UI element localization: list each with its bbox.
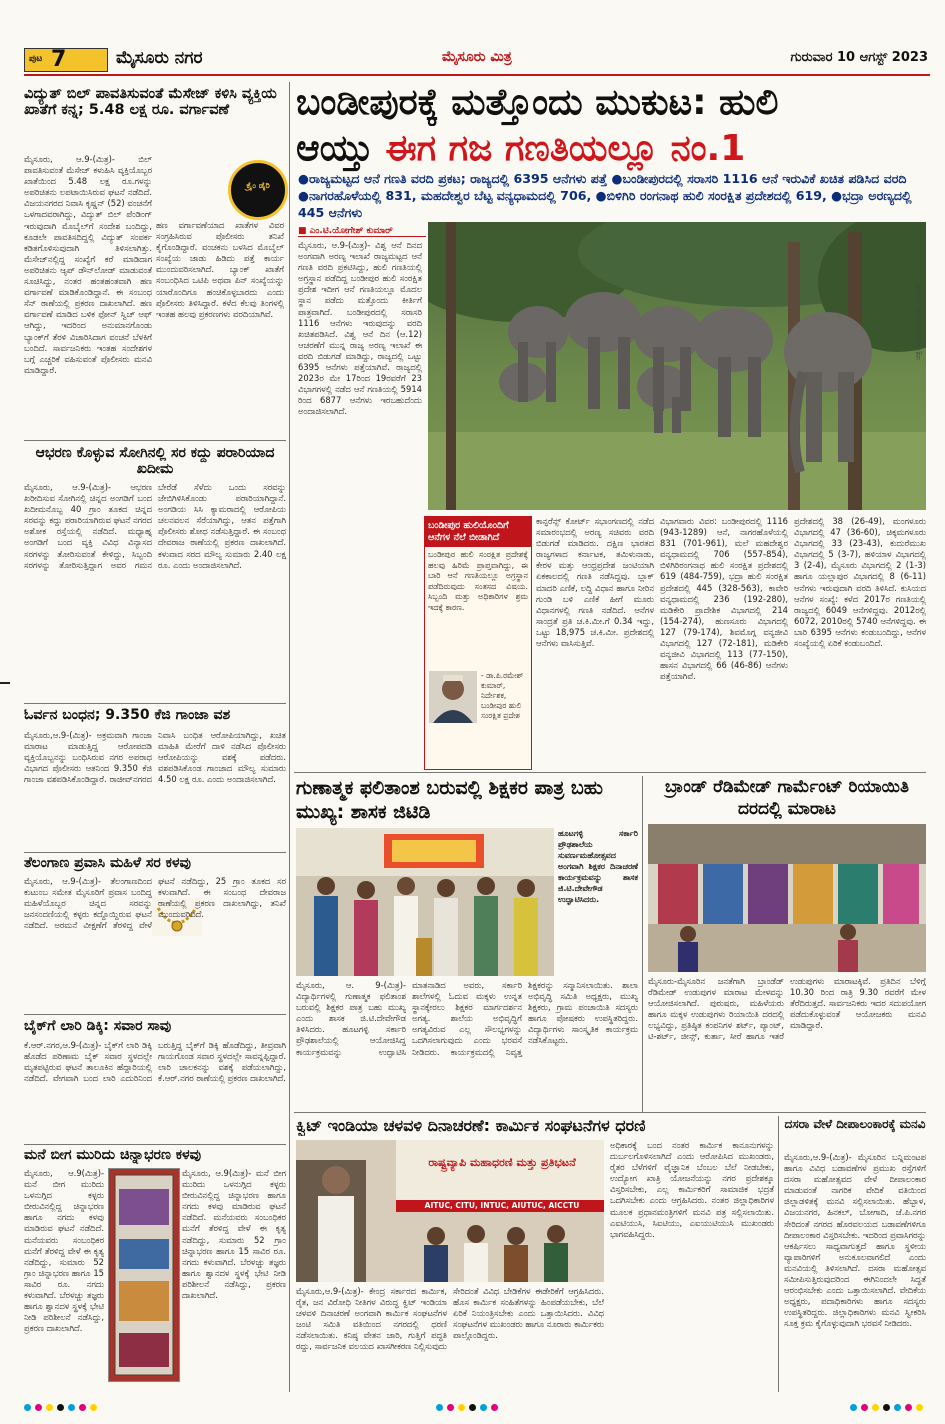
protest-photo [296,1140,604,1282]
inset-text: ಬಂಡೀಪುರ ಹುಲಿ ಸಂರಕ್ಷಿತ ಪ್ರದೇಶಕ್ಕೆ ಹಲವು ಹಿರಿಮೆ ಪ್ರಾಪ್ತವಾಗಿದ್ದು, ಈ ಬಾರಿ ಆನೆ ಗಣತಿಯಲ್ಲೂ ಅಗ್ರಸ್ಥಾನ ಪಡೆದಿರುವುದು ಸಂತಸದ ವಿಷಯ. ಸಿಬ್ಬಂದಿ ಮತ್ತು ಅಧಿಕಾರಿಗಳ ಶ್ರಮ ಇದಕ್ಕೆ ಕಾರಣ. [428,550,528,612]
color-dot [79,1404,86,1411]
mid-bottom-rule [294,1112,926,1113]
paper-name: ಮೈಸೂರು ಮಿತ್ರ [442,49,512,65]
left-s5-body: ಕೆ.ಆರ್.ನಗರ,ಆ.9-(ಮಿತ್ರ)- ಬೈಕ್‌ಗೆ ಲಾರಿ ಡಿಕ್ಕಿ ಹೊಡೆದ ಪರಿಣಾಮ ಬೈಕ್ ಸವಾರ ಸ್ಥಳದಲ್ಲೇ ಮೃತಪಟ್ಟಿರುವ ಘಟನೆ ತಾಲೂಕಿನ ಹೆದ್ದಾರಿಯಲ್ಲಿ ನಡೆದಿದೆ. ವೇಗವಾಗಿ ಬಂದ ಲಾರಿ ಎದುರಿನಿಂದ ಬರುತ್ತಿದ್ದ ಬೈಕ್‌ಗೆ ಡಿಕ್ಕಿ ಹೊಡೆದಿದ್ದು, ತೀವ್ರವಾಗಿ ಗಾಯಗೊಂಡ ಸವಾರ ಸ್ಥಳದಲ್ಲೇ ಸಾವನ್ನಪ್ಪಿದ್ದಾರೆ. ಲಾರಿ ಚಾಲಕನನ್ನು ವಶಕ್ಕೆ ಪಡೆಯಲಾಗಿದ್ದು, ಕೆ.ಆರ್.ನಗರ ಠಾಣೆಯಲ್ಲಿ ಪ್ರಕರಣ ದಾಖಲಾಗಿದೆ. [24,1040,286,1084]
color-dot [861,1404,868,1411]
mid-s1-title: ಗುಣಾತ್ಮಕ ಫಲಿತಾಂಶ ಬರುವಲ್ಲಿ ಶಿಕ್ಷಕರ ಪಾತ್ರ ಬಹು ಮುಖ್ಯ: ಶಾಸಕ ಜಿಟಿಡಿ [296,777,603,823]
left-s2-title: ಆಭರಣ ಕೊಳ್ಳುವ ಸೋಗಿನಲ್ಲಿ ಸರ ಕದ್ದು ಪರಾರಿಯಾದ ಖದೀಮ [35,445,275,477]
left-s2-body: ಮೈಸೂರು, ಆ.9-(ಮಿತ್ರ)- ಆಭರಣ ಖರೀದಿಸುವ ಸೋಗಿನಲ್ಲಿ ಚಿನ್ನದ ಅಂಗಡಿಗೆ ಬಂದ ಖದೀಮನೊಬ್ಬ 40 ಗ್ರಾಂ ತೂಕದ ಚಿನ್ನದ ಸರವನ್ನು ಕದ್ದು ಪರಾರಿಯಾಗಿರುವ ಘಟನೆ ನಗರದ ಅಶೋಕ ರಸ್ತೆಯಲ್ಲಿ ನಡೆದಿದೆ. ಮಧ್ಯಾಹ್ನ ಅಂಗಡಿಗೆ ಬಂದ ವ್ಯಕ್ತಿ ವಿವಿಧ ವಿನ್ಯಾಸದ ಸರಗಳನ್ನು ತೋರಿಸುವಂತೆ ಕೇಳಿದ್ದು, ಸಿಬ್ಬಂದಿ ಸರಗಳನ್ನು ತೋರಿಸುತ್ತಿದ್ದಾಗ ಅವರ ಗಮನ ಬೇರೆಡೆ ಸೆಳೆದು ಒಂದು ಸರವನ್ನು ಜೇಬಿಗಿಳಿಸಿಕೊಂಡು ಪರಾರಿಯಾಗಿದ್ದಾನೆ. ಅಂಗಡಿಯ ಸಿಸಿ ಕ್ಯಾಮರಾದಲ್ಲಿ ಆರೋಪಿಯ ಚಲನವಲನ ಸೆರೆಯಾಗಿದ್ದು, ಆತನ ಪತ್ತೆಗಾಗಿ ಪೊಲೀಸರು ಶೋಧ ನಡೆಸುತ್ತಿದ್ದಾರೆ. ಈ ಸಂಬಂಧ ದೇವರಾಜ ಠಾಣೆಯಲ್ಲಿ ಪ್ರಕರಣ ದಾಖಲಾಗಿದೆ. ಕಳುವಾದ ಸರದ ಮೌಲ್ಯ ಸುಮಾರು 2.40 ಲಕ್ಷ ರೂ. ಎಂದು ಅಂದಾಜಿಸಲಾಗಿದೆ. [24,482,286,570]
footer-color-dots-right [850,1404,923,1411]
left-divider-3 [24,852,286,853]
masthead [24,44,930,76]
mid-s2-title: ಬ್ರಾಂಡ್ ರೆಡಿಮೇಡ್ ಗಾರ್ಮೆಂಟ್ ರಿಯಾಯಿತಿ ದರದಲ್ಲಿ ಮಾರಾಟ [665,777,909,819]
right-s1-title: ದಸರಾ ವೇಳೆ ದೀಪಾಲಂಕಾರಕ್ಕೆ ಮನವಿ [784,1117,926,1131]
footer-color-dots-mid [436,1404,498,1411]
color-dot [491,1404,498,1411]
lead-headline-line2 [296,126,926,172]
color-dot [480,1404,487,1411]
right-s1-body: ಮೈಸೂರು,ಆ.9-(ಮಿತ್ರ)- ಮೈಸೂರಿನ ಬನ್ನಿಮಂಟಪ ಹಾಗೂ ವಿವಿಧ ಬಡಾವಣೆಗಳ ಪ್ರಮುಖ ರಸ್ತೆಗಳಿಗೆ ದಸರಾ ಮಹೋತ್ಸವದ ವೇಳೆ ದೀಪಾಲಂಕಾರ ಮಾಡುವಂತೆ ನಾಗರಿಕ ವೇದಿಕೆ ವತಿಯಿಂದ ಜಿಲ್ಲಾಡಳಿತಕ್ಕೆ ಮನವಿ ಸಲ್ಲಿಸಲಾಯಿತು. ಹೆಬ್ಬಾಳ, ವಿಜಯನಗರ, ಹಿನಕಲ್, ಬೋಗಾದಿ, ಜೆ.ಪಿ.ನಗರ ಸೇರಿದಂತೆ ನಗರದ ಹೊರವಲಯದ ಬಡಾವಣೆಗಳಿಗೂ ದೀಪಾಲಂಕಾರ ವಿಸ್ತರಿಸಬೇಕು. ಇದರಿಂದ ಪ್ರವಾಸಿಗರನ್ನು ಆಕರ್ಷಿಸಲು ಸಾಧ್ಯವಾಗುತ್ತದೆ ಹಾಗೂ ಸ್ಥಳೀಯ ವ್ಯಾಪಾರಿಗಳಿಗೆ ಅನುಕೂಲವಾಗಲಿದೆ ಎಂದು ಮನವಿಯಲ್ಲಿ ತಿಳಿಸಲಾಗಿದೆ. ದಸರಾ ಮಹೋತ್ಸವ ಸಮೀಪಿಸುತ್ತಿರುವುದರಿಂದ ಈಗಿನಿಂದಲೇ ಸಿದ್ಧತೆ ಆರಂಭಿಸಬೇಕು ಎಂದು ಒತ್ತಾಯಿಸಲಾಗಿದೆ. ವೇದಿಕೆಯ ಅಧ್ಯಕ್ಷರು, ಪದಾಧಿಕಾರಿಗಳು ಹಾಗೂ ಸದಸ್ಯರು ಉಪಸ್ಥಿತರಿದ್ದರು. ಜಿಲ್ಲಾಧಿಕಾರಿಗಳು ಮನವಿ ಸ್ವೀಕರಿಸಿ ಸೂಕ್ತ ಕ್ರಮ ಕೈಗೊಳ್ಳುವುದಾಗಿ ಭರವಸೆ ನೀಡಿದರು. [784,1152,926,1329]
lead-body-1: ಮೈಸೂರು, ಆ.9-(ಮಿತ್ರ)- ವಿಶ್ವ ಆನೆ ದಿನದ ಅಂಗವಾಗಿ ಅರಣ್ಯ ಇಲಾಖೆ ರಾಜ್ಯಮಟ್ಟದ ಆನೆ ಗಣತಿ ವರದಿ ಪ್ರಕಟಿಸಿದ್ದು, ಹುಲಿ ಗಣತಿಯಲ್ಲಿ ಅಗ್ರಸ್ಥಾನ ಪಡೆದಿದ್ದ ಬಂಡೀಪುರ ಹುಲಿ ಸಂರಕ್ಷಿತ ಪ್ರದೇಶ ಇದೀಗ ಆನೆ ಗಣತಿಯಲ್ಲೂ ಮೊದಲ ಸ್ಥಾನ ಪಡೆದು ಮತ್ತೊಂದು ಕೀರ್ತಿಗೆ ಪಾತ್ರವಾಗಿದೆ. ಬಂಡೀಪುರದಲ್ಲಿ ಸರಾಸರಿ 1116 ಆನೆಗಳು ಇರುವುದನ್ನು ವರದಿ ಖಚಿತಪಡಿಸಿದೆ. ವಿಶ್ವ ಆನೆ ದಿನ (ಆ.12) ಆಚರಣೆಗೆ ಮುನ್ನ ರಾಜ್ಯ ಅರಣ್ಯ ಇಲಾಖೆ ಈ ವರದಿ ಬಿಡುಗಡೆ ಮಾಡಿದ್ದು, ರಾಜ್ಯದಲ್ಲಿ ಒಟ್ಟು 6395 ಆನೆಗಳು ಪತ್ತೆಯಾಗಿವೆ. ರಾಜ್ಯದಲ್ಲಿ 2023ರ ಮೇ 17ರಿಂದ 19ರವರೆಗೆ 23 ವಿಭಾಗಗಳಲ್ಲಿ ನಡೆದ ಆನೆ ಗಣತಿಯಲ್ಲಿ 5914 ರಿಂದ 6877 ಆನೆಗಳು ಇರಬಹುದೆಂದು ಅಂದಾಜಿಸಲಾಗಿದೆ. [298,240,422,417]
page-number-box [24,48,108,72]
mid-s1-caption: ಹೂಟಗಳ್ಳಿ ಸರ್ಕಾರಿ ಪ್ರೌಢಶಾಲೆಯ ಸುವರ್ಣಮಹೋತ್ಸವದ ಅಂಗವಾಗಿ ಶಿಕ್ಷಕರ ದಿನಾಚರಣೆ ಕಾರ್ಯಕ್ರಮವನ್ನು ಶಾಸಕ ಜಿ.ಟಿ.ದೇವೇಗೌಡ ಉದ್ಘಾಟಿಸಿದರು. [558,829,638,904]
left-divider-2 [24,703,286,704]
lead-headline-line1: ಬಂಡೀಪುರಕ್ಕೆ ಮತ್ತೊಂದು ಮುಕುಟ: ಹುಲಿ [296,82,779,123]
lead-bottom-rule [294,772,926,773]
color-dot [46,1404,53,1411]
event-photo-image [296,828,554,976]
color-dot [872,1404,879,1411]
section-title: ಮೈಸೂರು ನಗರ [116,48,203,68]
lead-body-2: ಕಾನ್ಫರೆನ್ಸ್ ಕೋರ್ಟ್ ಸಭಾಂಗಣದಲ್ಲಿ ನಡೆದ ಸಮಾರಂಭದಲ್ಲಿ ಅರಣ್ಯ ಸಚಿವರು ವರದಿ ಬಿಡುಗಡೆ ಮಾಡಿದರು. ದಕ್ಷಿಣ ಭಾರತದ ರಾಜ್ಯಗಳಾದ ಕರ್ನಾಟಕ, ತಮಿಳುನಾಡು, ಕೇರಳ ಮತ್ತು ಆಂಧ್ರಪ್ರದೇಶ ಜಂಟಿಯಾಗಿ ಏಕಕಾಲದಲ್ಲಿ ಗಣತಿ ನಡೆಸಿದ್ದವು. ಬ್ಲಾಕ್ ಮಾದರಿ ಎಣಿಕೆ, ಲದ್ದಿ ವಿಧಾನ ಹಾಗೂ ನೀರಿನ ಗುಂಡಿ ಬಳಿ ಎಣಿಕೆ ಹೀಗೆ ಮೂರು ವಿಧಾನಗಳಲ್ಲಿ ಗಣತಿ ನಡೆದಿದೆ. ಆನೆಗಳ ಸಾಂದ್ರತೆ ಪ್ರತಿ ಚ.ಕಿ.ಮೀ.ಗೆ 0.34 ಇದ್ದು, ಒಟ್ಟು 18,975 ಚ.ಕಿ.ಮೀ. ಪ್ರದೇಶದಲ್ಲಿ ಆನೆಗಳು ವಾಸಿಸುತ್ತಿವೆ. [536,516,654,649]
left-s1-body: ಮೈಸೂರು, ಆ.9-(ಮಿತ್ರ)- ಬಿಲ್ ಪಾವತಿಸುವಂತೆ ಮೆಸೇಜ್ ಕಳುಹಿಸಿ ವ್ಯಕ್ತಿಯೊಬ್ಬರ ಖಾತೆಯಿಂದ 5.48 ಲಕ್ಷ ರೂ.ಗಳನ್ನು ಅಪರಿಚಿತನು ಲಪಟಾಯಿಸಿರುವ ಘಟನೆ ನಡೆದಿದೆ. ವಿಜಯನಗರದ ನಿವಾಸಿ ಕೃಷ್ಣನ್ (52) ವಂಚನೆಗೆ ಒಳಗಾದವರಾಗಿದ್ದು, ವಿದ್ಯುತ್ ಬಿಲ್ ಪೆಂಡಿಂಗ್ ಇರುವುದಾಗಿ ಮೊಬೈಲ್‌ಗೆ ಸಂದೇಶ ಬಂದಿದ್ದು, ಕೂಡಲೇ ಪಾವತಿಸದಿದ್ದಲ್ಲಿ ವಿದ್ಯುತ್ ಸಂಪರ್ಕ ಕಡಿತಗೊಳಿಸುವುದಾಗಿ ತಿಳಿಸಲಾಗಿತ್ತು. ಮೆಸೇಜ್‌ನಲ್ಲಿದ್ದ ಸಂಖ್ಯೆಗೆ ಕರೆ ಮಾಡಿದಾಗ ಅಪರಿಚಿತನು ಆ್ಯಪ್ ಡೌನ್‌ಲೋಡ್ ಮಾಡುವಂತೆ ಸೂಚಿಸಿದ್ದು, ನಂತರ ಹಂತಹಂತವಾಗಿ ಹಣ ವರ್ಗಾವಣೆ ಮಾಡಿಕೊಂಡಿದ್ದಾನೆ. ಈ ಸಂಬಂಧ ಸೆನ್ ಠಾಣೆಯಲ್ಲಿ ಪ್ರಕರಣ ದಾಖಲಾಗಿದೆ. ಹಣ ವರ್ಗಾವಣೆ ಮಾಡಿದ ಬಳಿಕ ಫೋನ್ ಸ್ವಿಚ್ ಆಫ್ ಆಗಿದ್ದು, ಇದರಿಂದ ಅನುಮಾನಗೊಂಡು ಬ್ಯಾಂಕ್‌ಗೆ ತೆರಳಿ ವಿಚಾರಿಸಿದಾಗ ವಂಚನೆ ಬೆಳಕಿಗೆ ಬಂದಿದೆ. ಸಾರ್ವಜನಿಕರು ಇಂತಹ ಸಂದೇಶಗಳ ಬಗ್ಗೆ ಎಚ್ಚರಿಕೆ ವಹಿಸುವಂತೆ ಪೊಲೀಸರು ಮನವಿ ಮಾಡಿದ್ದಾರೆ. [24,154,152,375]
left-divider-4 [24,1014,286,1015]
left-s6-title: ಮನೆ ಬೀಗ ಮುರಿದು ಚಿನ್ನಾಭರಣ ಕಳವು [24,1147,202,1163]
left-s4-body: ಮೈಸೂರು, ಆ.9-(ಮಿತ್ರ)- ತೆಲಂಗಾಣದಿಂದ ಕುಟುಂಬ ಸಮೇತ ಮೈಸೂರಿಗೆ ಪ್ರವಾಸ ಬಂದಿದ್ದ ಮಹಿಳೆಯೊಬ್ಬರ ಚಿನ್ನದ ಸರವನ್ನು ಜನಸಂದಣಿಯಲ್ಲಿ ಕಳ್ಳರು ಕದ್ದೊಯ್ದಿರುವ ಘಟನೆ ನಡೆದಿದೆ. ಅರಮನೆ ವೀಕ್ಷಣೆಗೆ ತೆರಳಿದ್ದ ವೇಳೆ ಘಟನೆ ನಡೆದಿದ್ದು, 25 ಗ್ರಾಂ ತೂಕದ ಸರ ಕಳುವಾಗಿದೆ. ಈ ಸಂಬಂಧ ದೇವರಾಜ ಠಾಣೆಯಲ್ಲಿ ಪ್ರಕರಣ ದಾಖಲಾಗಿದ್ದು, ತನಿಖೆ ಮುಂದುವರಿದಿದೆ. [24,876,286,931]
color-dot [436,1404,443,1411]
lead-inset-box [424,516,532,770]
cupboard-photo-icon [109,1169,179,1381]
teachers-day-photo [296,828,554,976]
inset-portrait [429,671,477,723]
color-dot [458,1404,465,1411]
color-dot [24,1404,31,1411]
photo-credit: ಚಿತ್ರ: ಎಂ.ಟಿ.ಯೋಗೇಶ್ ಕುಮಾರ್ [914,283,922,360]
lead-headline-black: ಆಯ್ತು [296,128,373,169]
color-dot [883,1404,890,1411]
left-s6-body-continued: ಮೈಸೂರು, ಆ.9(ಮಿತ್ರ)- ಮನೆ ಬೀಗ ಮುರಿದು ಒಳನುಗ್ಗಿದ ಕಳ್ಳರು ಬೀರುವಿನಲ್ಲಿದ್ದ ಚಿನ್ನಾಭರಣ ಹಾಗೂ ನಗದು ಕಳವು ಮಾಡಿರುವ ಘಟನೆ ನಡೆದಿದೆ. ಮನೆಯವರು ಸಂಬಂಧಿಕರ ಮನೆಗೆ ತೆರಳಿದ್ದ ವೇಳೆ ಈ ಕೃತ್ಯ ನಡೆದಿದ್ದು, ಸುಮಾರು 52 ಗ್ರಾಂ ಚಿನ್ನಾಭರಣ ಹಾಗೂ 15 ಸಾವಿರ ರೂ. ನಗದು ಕಳುವಾಗಿದೆ. ಬೆರಳಚ್ಚು ತಜ್ಞರು ಹಾಗೂ ಶ್ವಾನದಳ ಸ್ಥಳಕ್ಕೆ ಭೇಟಿ ನೀಡಿ ಪರಿಶೀಲನೆ ನಡೆಸಿದ್ದು, ಪ್ರಕರಣ ದಾಖಲಾಗಿದೆ. [182,1168,286,1301]
crime-diary-label: ಕ್ರೈಂ ಡೈರಿ [246,181,270,190]
left-s1-title: ವಿದ್ಯುತ್ ಬಿಲ್ ಪಾವತಿಸುವಂತೆ ಮೆಸೇಜ್ ಕಳಿಸಿ ವ್ಯಕ್ತಿಯ ಖಾತೆಗೆ ಕನ್ನ; 5.48 ಲಕ್ಷ ರೂ. ವರ್ಗಾವಣೆ [24,86,277,119]
elephant-herd-photo [428,222,926,510]
protest-banner-text: ರಾಷ್ಟ್ರವ್ಯಾಪಿ ಮಹಾಧರಣಿ ಮತ್ತು ಪ್ರತಿಭಟನೆ [428,1156,576,1169]
inset-title: ಬಂಡೀಪುರ ಹುಲಿಯೊಂದಿಗೆ ಆನೆಗಳ ನೆಲೆ ಬೀಡಾಗಿದೆ [425,517,531,547]
left-s3-title: ಓರ್ವನ ಬಂಧನ; 9.350 ಕೆಜಿ ಗಾಂಜಾ ವಶ [24,707,231,723]
garment-photo-image [648,824,926,972]
protest-banner-unions: AITUC, CITU, INTUC, AIUTUC, AICCTU [424,1201,580,1210]
left-s5-title: ಬೈಕ್‌ಗೆ ಲಾರಿ ಡಿಕ್ಕಿ: ಸವಾರ ಸಾವು [24,1018,172,1034]
mid-s3-body: ಮೈಸೂರು,ಆ.9-(ಮಿತ್ರ)- ಕೇಂದ್ರ ಸರ್ಕಾರದ ಕಾರ್ಮಿಕ, ರೈತ, ಜನ ವಿರೋಧಿ ನೀತಿಗಳ ವಿರುದ್ಧ ಕ್ವಿಟ್ ಇಂಡಿಯಾ ಚಳವಳಿ ದಿನಾಚರಣೆ ಅಂಗವಾಗಿ ಕಾರ್ಮಿಕ ಸಂಘಟನೆಗಳ ಜಂಟಿ ಸಮಿತಿ ವತಿಯಿಂದ ನಗರದಲ್ಲಿ ಧರಣಿ ನಡೆಸಲಾಯಿತು. ಕನಿಷ್ಠ ವೇತನ ಜಾರಿ, ಗುತ್ತಿಗೆ ಪದ್ಧತಿ ರದ್ದು, ಸಾರ್ವಜನಿಕ ವಲಯದ ಖಾಸಗೀಕರಣ ನಿಲ್ಲಿಸುವುದು ಸೇರಿದಂತೆ ವಿವಿಧ ಬೇಡಿಕೆಗಳ ಈಡೇರಿಕೆಗೆ ಆಗ್ರಹಿಸಿದರು. ಹೊಸ ಕಾರ್ಮಿಕ ಸಂಹಿತೆಗಳನ್ನು ಹಿಂಪಡೆಯಬೇಕು, ಬೆಲೆ ಏರಿಕೆ ನಿಯಂತ್ರಿಸಬೇಕು ಎಂದು ಒತ್ತಾಯಿಸಿದರು. ವಿವಿಧ ಸಂಘಟನೆಗಳ ಮುಖಂಡರು ಹಾಗೂ ನೂರಾರು ಕಾರ್ಮಿಕರು ಪಾಲ್ಗೊಂಡಿದ್ದರು. [296,1286,604,1352]
broken-cupboard-photo [108,1168,180,1382]
color-dot [35,1404,42,1411]
left-s6-body: ಮೈಸೂರು, ಆ.9(ಮಿತ್ರ)- ಮನೆ ಬೀಗ ಮುರಿದು ಒಳನುಗ್ಗಿದ ಕಳ್ಳರು ಬೀರುವಿನಲ್ಲಿದ್ದ ಚಿನ್ನಾಭರಣ ಹಾಗೂ ನಗದು ಕಳವು ಮಾಡಿರುವ ಘಟನೆ ನಡೆದಿದೆ. ಮನೆಯವರು ಸಂಬಂಧಿಕರ ಮನೆಗೆ ತೆರಳಿದ್ದ ವೇಳೆ ಈ ಕೃತ್ಯ ನಡೆದಿದ್ದು, ಸುಮಾರು 52 ಗ್ರಾಂ ಚಿನ್ನಾಭರಣ ಹಾಗೂ 15 ಸಾವಿರ ರೂ. ನಗದು ಕಳುವಾಗಿದೆ. ಬೆರಳಚ್ಚು ತಜ್ಞರು ಹಾಗೂ ಶ್ವಾನದಳ ಸ್ಥಳಕ್ಕೆ ಭೇಟಿ ನೀಡಿ ಪರಿಶೀಲನೆ ನಡೆಸಿದ್ದು, ಪ್ರಕರಣ ದಾಖಲಾಗಿದೆ. [24,1168,104,1334]
color-dot [68,1404,75,1411]
mid-s3-title: ಕ್ವಿಟ್ ಇಂಡಿಯಾ ಚಳವಳಿ ದಿನಾಚರಣೆ: ಕಾರ್ಮಿಕ ಸಂಘಟನೆಗಳ ಧರಣಿ [296,1116,646,1135]
lead-headline-red: ಈಗ ಗಜ ಗಣತಿಯಲ್ಲೂ ನಂ.1 [385,128,746,169]
garment-sale-photo [648,824,926,972]
left-s3-body: ಮೈಸೂರು,ಆ.9-(ಮಿತ್ರ)- ಅಕ್ರಮವಾಗಿ ಗಾಂಜಾ ಮಾರಾಟ ಮಾಡುತ್ತಿದ್ದ ಆರೋಪದಡಿ ವ್ಯಕ್ತಿಯೊಬ್ಬನನ್ನು ಬಂಧಿಸಿರುವ ನಗರ ಅಪರಾಧ ವಿಭಾಗದ ಪೊಲೀಸರು ಆತನಿಂದ 9.350 ಕೆಜಿ ಗಾಂಜಾ ವಶಪಡಿಸಿಕೊಂಡಿದ್ದಾರೆ. ರಾಜೀವ್‌ನಗರದ ನಿವಾಸಿ ಬಂಧಿತ ಆರೋಪಿಯಾಗಿದ್ದು, ಖಚಿತ ಮಾಹಿತಿ ಮೇರೆಗೆ ದಾಳಿ ನಡೆಸಿದ ಪೊಲೀಸರು ಆರೋಪಿಯನ್ನು ವಶಕ್ಕೆ ಪಡೆದರು. ವಶಪಡಿಸಿಕೊಂಡ ಗಾಂಜಾದ ಮೌಲ್ಯ ಸುಮಾರು 4.50 ಲಕ್ಷ ರೂ. ಎಂದು ಅಂದಾಜಿಸಲಾಗಿದೆ. [24,730,286,785]
lead-subhead: ●ರಾಜ್ಯಮಟ್ಟದ ಆನೆ ಗಣತಿ ವರದಿ ಪ್ರಕಟ; ರಾಜ್ಯದಲ್ಲಿ 6395 ಆನೆಗಳು ಪತ್ತೆ ●ಬಂಡೀಪುರದಲ್ಲಿ ಸರಾಸರಿ 1116 ಆನೆ ಇರುವಿಕೆ ಖಚಿತ ಪಡಿಸಿದ ವರದಿ ●ನಾಗರಹೊಳೆಯಲ್ಲಿ 831, ಮಹದೇಶ್ವರ ಬೆಟ್ಟ ವನ್ಯಧಾಮದಲ್ಲಿ 706, ●ಬಿಳಿಗಿರಿ ರಂಗನಾಥ ಹುಲಿ ಸಂರಕ್ಷಿತ ಪ್ರದೇಶದಲ್ಲಿ 619, ●ಭದ್ರಾ ಅರಣ್ಯದಲ್ಲಿ 445 ಆನೆಗಳು [298,171,912,220]
elephant-herd-image [428,222,926,510]
footer-color-dots-left [24,1404,97,1411]
lead-body-3: ವಿಭಾಗವಾರು ವಿವರ: ಬಂಡೀಪುರದಲ್ಲಿ 1116 (943-1289) ಆನೆ, ನಾಗರಹೊಳೆಯಲ್ಲಿ 831 (701-961), ಮಲೆ ಮಹದೇಶ್ವರ ವನ್ಯಧಾಮದಲ್ಲಿ 706 (557-854), ಬಿಳಿಗಿರಿರಂಗನಾಥ ಹುಲಿ ಸಂರಕ್ಷಿತ ಪ್ರದೇಶದಲ್ಲಿ 619 (484-759), ಭದ್ರಾ ಹುಲಿ ಸಂರಕ್ಷಿತ ಪ್ರದೇಶದಲ್ಲಿ 445 (328-563), ಕಾವೇರಿ ವನ್ಯಧಾಮದಲ್ಲಿ 236 (192-280), ಮಡಿಕೇರಿ ಪ್ರಾದೇಶಿಕ ವಿಭಾಗದಲ್ಲಿ 214 (154-274), ಹುಣಸೂರು ವಿಭಾಗದಲ್ಲಿ 127 (79-174), ಶಿವಮೊಗ್ಗ ವನ್ಯಜೀವಿ ವಿಭಾಗದಲ್ಲಿ 127 (72-181), ಮಡಿಕೇರಿ ವನ್ಯಜೀವಿ ವಿಭಾಗದಲ್ಲಿ 113 (77-150), ಹಾಸನ ವಿಭಾಗದಲ್ಲಿ 66 (46-86) ಆನೆಗಳು ಪತ್ತೆಯಾಗಿವೆ. [660,516,788,682]
page-label: ಪುಟ [29,54,43,64]
column-rule [289,82,290,1392]
page-number: 7 [51,47,67,72]
issue-date: ಗುರುವಾರ 10 ಆಗಸ್ಟ್ 2023 [790,50,928,65]
left-s4-title: ತೆಲಂಗಾಣ ಪ್ರವಾಸಿ ಮಹಿಳೆ ಸರ ಕಳವು [24,855,191,871]
color-dot [894,1404,901,1411]
inset-quote-by: - ಡಾ.ಪಿ.ರಮೇಶ್ ಕುಮಾರ್, ನಿರ್ದೇಶಕ, ಬಂಡೀಪುರ ಹುಲಿ ಸಂರಕ್ಷಿತ ಪ್ರದೇಶ [481,671,524,720]
mid-s2-body: ಮೈಸೂರು-ಮೈಸೂರಿನ ಜನತೆಗಾಗಿ ಬ್ರಾಂಡೆಡ್ ರೆಡಿಮೇಡ್ ಉಡುಪುಗಳ ಮಾರಾಟ ಮೇಳವನ್ನು ಆಯೋಜಿಸಲಾಗಿದೆ. ಪುರುಷರು, ಮಹಿಳೆಯರು ಹಾಗೂ ಮಕ್ಕಳ ಉಡುಪುಗಳು ರಿಯಾಯಿತಿ ದರದಲ್ಲಿ ಲಭ್ಯವಿದ್ದು, ಪ್ರತಿಷ್ಠಿತ ಕಂಪನಿಗಳ ಶರ್ಟ್, ಪ್ಯಾಂಟ್, ಟಿ-ಶರ್ಟ್, ಜೀನ್ಸ್, ಕುರ್ತಾ, ಸೀರೆ ಹಾಗೂ ಇತರೆ ಉಡುಪುಗಳು ಮಾರಾಟಕ್ಕಿವೆ. ಪ್ರತಿದಿನ ಬೆಳಿಗ್ಗೆ 10.30 ರಿಂದ ರಾತ್ರಿ 9.30 ರವರೆಗೆ ಮೇಳ ತೆರೆದಿರುತ್ತದೆ. ಸಾರ್ವಜನಿಕರು ಇದರ ಸದುಪಯೋಗ ಪಡೆದುಕೊಳ್ಳುವಂತೆ ಆಯೋಜಕರು ಮನವಿ ಮಾಡಿದ್ದಾರೆ. [648,976,926,1042]
left-s6-body-2 [182,1168,286,1386]
left-s1-body-2: ಹಣ ವರ್ಗಾವಣೆಯಾದ ಖಾತೆಗಳ ವಿವರ ಸಂಗ್ರಹಿಸಿರುವ ಪೊಲೀಸರು ತನಿಖೆ ಕೈಗೊಂಡಿದ್ದಾರೆ. ವಂಚಕನು ಬಳಸಿದ ಮೊಬೈಲ್ ಸಂಖ್ಯೆಯ ಜಾಡು ಹಿಡಿದು ಪತ್ತೆ ಕಾರ್ಯ ಮುಂದುವರಿಸಲಾಗಿದೆ. ಬ್ಯಾಂಕ್ ಖಾತೆಗೆ ಸಂಬಂಧಿಸಿದ ಒಟಿಪಿ ಅಥವಾ ಪಿನ್ ಸಂಖ್ಯೆಯನ್ನು ಯಾರೊಂದಿಗೂ ಹಂಚಿಕೊಳ್ಳಬಾರದು ಎಂದು ಪೊಲೀಸರು ತಿಳಿಸಿದ್ದಾರೆ. ಕಳೆದ ಕೆಲವು ತಿಂಗಳಲ್ಲಿ ಇಂತಹ ಹಲವು ಪ್ರಕರಣಗಳು ವರದಿಯಾಗಿವೆ. [156,220,284,319]
color-dot [447,1404,454,1411]
color-dot [57,1404,64,1411]
mid-col-rule [642,776,643,1112]
color-dot [469,1404,476,1411]
mid-s3-body-2: ಅಧಿಕಾರಕ್ಕೆ ಬಂದ ನಂತರ ಕಾರ್ಮಿಕ ಕಾನೂನುಗಳನ್ನು ದುರ್ಬಲಗೊಳಿಸಲಾಗಿದೆ ಎಂದು ಆರೋಪಿಸಿದ ಮುಖಂಡರು, ರೈತರ ಬೆಳೆಗಳಿಗೆ ವೈಜ್ಞಾನಿಕ ಬೆಂಬಲ ಬೆಲೆ ನೀಡಬೇಕು, ಉದ್ಯೋಗ ಖಾತ್ರಿ ಯೋಜನೆಯನ್ನು ನಗರ ಪ್ರದೇಶಕ್ಕೂ ವಿಸ್ತರಿಸಬೇಕು, ಎಲ್ಲ ಕಾರ್ಮಿಕರಿಗೆ ಸಾಮಾಜಿಕ ಭದ್ರತೆ ಒದಗಿಸಬೇಕು ಎಂದು ಆಗ್ರಹಿಸಿದರು. ನಂತರ ಜಿಲ್ಲಾಧಿಕಾರಿಗಳ ಮೂಲಕ ಪ್ರಧಾನಮಂತ್ರಿಗಳಿಗೆ ಮನವಿ ಪತ್ರ ಸಲ್ಲಿಸಲಾಯಿತು. ಎಐಟಿಯುಸಿ, ಸಿಐಟಿಯು, ಎಐಯುಟಿಯುಸಿ ಮುಖಂಡರು ಭಾಗವಹಿಸಿದ್ದರು. [610,1140,774,1239]
left-edge-mark [0,682,10,684]
color-dot [905,1404,912,1411]
person-portrait-icon [429,671,477,723]
color-dot [90,1404,97,1411]
left-divider-1 [24,440,286,441]
lead-byline: ■ ಎಂ.ಟಿ.ಯೋಗೇಶ್ ಕುಮಾರ್ [298,226,426,237]
lead-body-4: ಪ್ರದೇಶದಲ್ಲಿ 38 (26-49), ಮಂಗಳೂರು ವಿಭಾಗದಲ್ಲಿ 47 (36-60), ಚಿಕ್ಕಮಗಳೂರು ವಿಭಾಗದಲ್ಲಿ 33 (23-43), ಕುದುರೆಮುಖ ವಿಭಾಗದಲ್ಲಿ 5 (3-7), ಹಳಿಯಾಳ ವಿಭಾಗದಲ್ಲಿ 3 (2-4), ಮೈಸೂರು ವಿಭಾಗದಲ್ಲಿ 2 (1-3) ಹಾಗೂ ಯಲ್ಲಾಪುರ ವಿಭಾಗದಲ್ಲಿ 8 (6-11) ಆನೆಗಳು ಇರುವುದಾಗಿ ವರದಿ ತಿಳಿಸಿದೆ. ಕುಸಿಯದ ಆನೆಗಳ ಸಂಖ್ಯೆ: ಕಳೆದ 2017ರ ಗಣತಿಯಲ್ಲಿ ರಾಜ್ಯದಲ್ಲಿ 6049 ಆನೆಗಳಿದ್ದವು. 2012ರಲ್ಲಿ 6072, 2010ರಲ್ಲಿ 5740 ಆನೆಗಳಿದ್ದವು. ಈ ಬಾರಿ 6395 ಆನೆಗಳು ಕಂಡುಬಂದಿದ್ದು, ಆನೆಗಳ ಸಂಖ್ಯೆಯಲ್ಲಿ ಏರಿಕೆ ಕಂಡುಬಂದಿದೆ. [794,516,926,649]
color-dot [916,1404,923,1411]
right-col-rule [778,1116,779,1392]
mid-s1-body: ಮೈಸೂರು, ಆ. 9-(ಮಿತ್ರ)- ವಿದ್ಯಾರ್ಥಿಗಳಲ್ಲಿ ಗುಣಾತ್ಮಕ ಫಲಿತಾಂಶ ಬರುವಲ್ಲಿ ಶಿಕ್ಷಕರ ಪಾತ್ರ ಬಹು ಮುಖ್ಯ ಎಂದು ಶಾಸಕ ಜಿ.ಟಿ.ದೇವೇಗೌಡ ತಿಳಿಸಿದರು. ಹೂಟಗಳ್ಳಿ ಸರ್ಕಾರಿ ಪ್ರೌಢಶಾಲೆಯಲ್ಲಿ ಆಯೋಜಿಸಿದ್ದ ಕಾರ್ಯಕ್ರಮವನ್ನು ಉದ್ಘಾಟಿಸಿ ಮಾತನಾಡಿದ ಅವರು, ಸರ್ಕಾರಿ ಶಾಲೆಗಳಲ್ಲಿ ಓದುವ ಮಕ್ಕಳು ಉನ್ನತ ಸ್ಥಾನಕ್ಕೇರಲು ಶಿಕ್ಷಕರ ಮಾರ್ಗದರ್ಶನ ಅಗತ್ಯ. ಶಾಲೆಯ ಅಭಿವೃದ್ಧಿಗೆ ಅಗತ್ಯವಿರುವ ಎಲ್ಲ ಸೌಲಭ್ಯಗಳನ್ನು ಒದಗಿಸಲಾಗುವುದು ಎಂದು ಭರವಸೆ ನೀಡಿದರು. ಕಾರ್ಯಕ್ರಮದಲ್ಲಿ ನಿವೃತ್ತ ಶಿಕ್ಷಕರನ್ನು ಸನ್ಮಾನಿಸಲಾಯಿತು. ಶಾಲಾ ಅಭಿವೃದ್ಧಿ ಸಮಿತಿ ಅಧ್ಯಕ್ಷರು, ಮುಖ್ಯ ಶಿಕ್ಷಕರು, ಗ್ರಾಮ ಪಂಚಾಯಿತಿ ಸದಸ್ಯರು ಹಾಗೂ ಪೋಷಕರು ಉಪಸ್ಥಿತರಿದ್ದರು. ವಿದ್ಯಾರ್ಥಿಗಳು ಸಾಂಸ್ಕೃತಿಕ ಕಾರ್ಯಕ್ರಮ ನಡೆಸಿಕೊಟ್ಟರು. [296,980,638,1057]
color-dot [850,1404,857,1411]
left-divider-5 [24,1144,286,1145]
crime-diary-badge [228,160,288,220]
